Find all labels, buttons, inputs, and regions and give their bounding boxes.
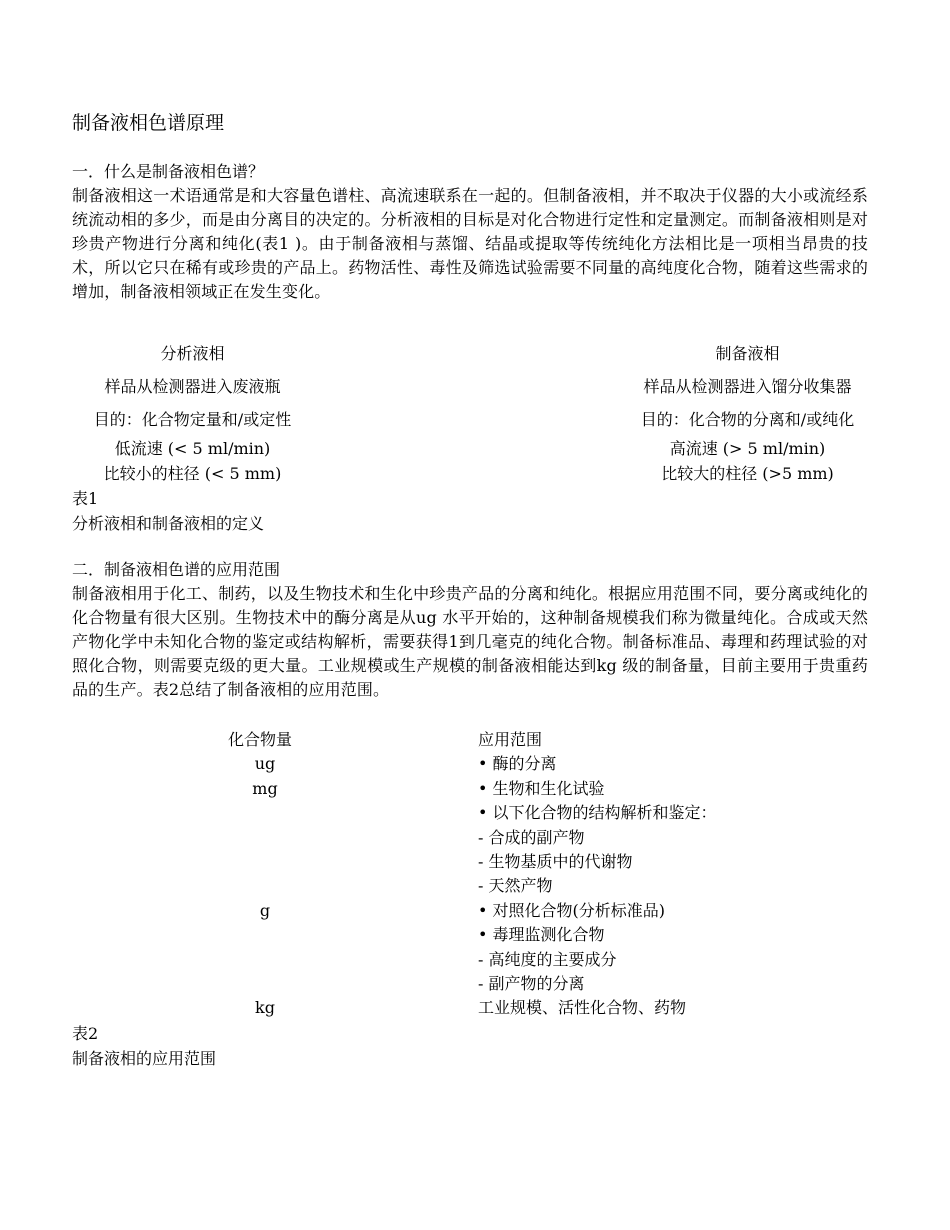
table1-cell-analytical: 目的：化合物定量和/或定性 [93, 410, 292, 429]
table1-row [72, 461, 868, 486]
table1-row [72, 338, 868, 370]
section1-heading: 一．什么是制备液相色谱？ [72, 162, 265, 181]
document-title: 制备液相色谱原理 [72, 112, 225, 134]
table1-caption-text: 分析液相和制备液相的定义 [72, 514, 265, 533]
table2-caption-label: 表2 [72, 1023, 99, 1043]
section1-paragraph: 制备液相这一术语通常是和大容量色谱柱、高流速联系在一起的。但制备液相，并不取决于仪器的大小或流经系统流动相的多少，而是由分离目的决定的。分析液相的目标是对化合物进行定性和定量测定。而制备液相则是对珍贵产物进行分离和纯化(表1 )。由于制备液相与蒸馏、结晶或提取等传统纯化方法相比是一项相当昂贵的技术，所以它只在稀有或珍贵的产品上。药物活性、毒性及筛选试验需要不同量的高纯度化合物，随着这些需求的增加，制备液相领域正在发生变化。 [72, 186, 868, 301]
section2-heading: 二．制备液相色谱的应用范围 [72, 560, 281, 579]
table2-cell-application: • 生物和生化试验 [478, 778, 605, 798]
table2-cell-amount [72, 874, 458, 898]
table2-row [72, 899, 868, 923]
table2-row [72, 801, 868, 825]
table2-caption-text: 制备液相的应用范围 [72, 1048, 217, 1068]
table1-cell-analytical: 低流速 (< 5 ml/min) [114, 439, 271, 458]
table2-cell-amount: mg [252, 778, 278, 798]
table2-row [72, 996, 868, 1020]
table2-header-amount: 化合物量 [228, 730, 293, 749]
table1-cell-preparative: 目的：化合物的分离和/或纯化 [640, 410, 855, 429]
table2-row [72, 923, 868, 947]
table2-header-row [72, 728, 868, 752]
table2-header-application: 应用范围 [478, 730, 543, 749]
table2-row [72, 826, 868, 850]
table2-cell-amount [72, 948, 458, 972]
table2-cell-application: - 天然产物 [478, 876, 553, 896]
table2-row [72, 972, 868, 996]
table1-caption-label: 表1 [72, 489, 99, 508]
table1-cell-analytical: 样品从检测器进入废液瓶 [104, 377, 281, 396]
table2-row [72, 874, 868, 898]
table1-row [72, 370, 868, 403]
table1-cell-analytical: 分析液相 [160, 344, 225, 363]
table2-cell-amount: g [259, 900, 271, 920]
table2-cell-application: - 副产物的分离 [478, 974, 585, 994]
table2-cell-application: 工业规模、活性化合物、药物 [478, 998, 687, 1018]
table2-cell-amount: ug [254, 754, 276, 774]
table2-cell-application: - 生物基质中的代谢物 [478, 852, 633, 872]
table2-cell-amount: kg [255, 998, 275, 1018]
table1 [72, 338, 868, 486]
document-page [72, 108, 868, 1071]
table2-cell-amount [72, 850, 458, 874]
table1-cell-preparative: 样品从检测器进入馏分收集器 [643, 377, 852, 396]
table2 [72, 728, 868, 1021]
table1-row [72, 436, 868, 461]
table1-cell-preparative: 比较大的柱径 (>5 mm) [661, 464, 834, 483]
table2-cell-application: • 毒理监测化合物 [478, 925, 605, 945]
table2-cell-amount [72, 923, 458, 947]
table1-cell-analytical: 比较小的柱径 (< 5 mm) [103, 464, 282, 483]
table2-cell-application: • 以下化合物的结构解析和鉴定： [478, 803, 717, 823]
section2-paragraph: 制备液相用于化工、制药，以及生物技术和生化中珍贵产品的分离和纯化。根据应用范围不同，要分离或纯化的化合物量有很大区别。生物技术中的酶分离是从ug 水平开始的，这种制备规模我们称为微量纯化。合成或天然产物化学中未知化合物的鉴定或结构解析，需要获得1到几毫克的纯化合物。制备标准品、毒理和药理试验的对照化合物，则需要克级的更大量。工业规模或生产规模的制备液相能达到kg 级的制备量，目前主要用于贵重药品的生产。表2总结了制备液相的应用范围。 [72, 584, 868, 699]
table2-cell-amount [72, 972, 458, 996]
table1-cell-preparative: 制备液相 [715, 344, 780, 363]
table2-cell-amount [72, 826, 458, 850]
table2-row [72, 777, 868, 801]
table2-row [72, 948, 868, 972]
table2-cell-application: • 对照化合物(分析标准品) [478, 900, 666, 920]
table1-row [72, 403, 868, 436]
table1-cell-preparative: 高流速 (> 5 ml/min) [669, 439, 826, 458]
table2-cell-application: • 酶的分离 [478, 754, 557, 774]
table2-row [72, 850, 868, 874]
table2-cell-application: - 高纯度的主要成分 [478, 949, 617, 969]
table2-cell-application: - 合成的副产物 [478, 827, 585, 847]
table2-row [72, 752, 868, 776]
table2-cell-amount [72, 801, 458, 825]
